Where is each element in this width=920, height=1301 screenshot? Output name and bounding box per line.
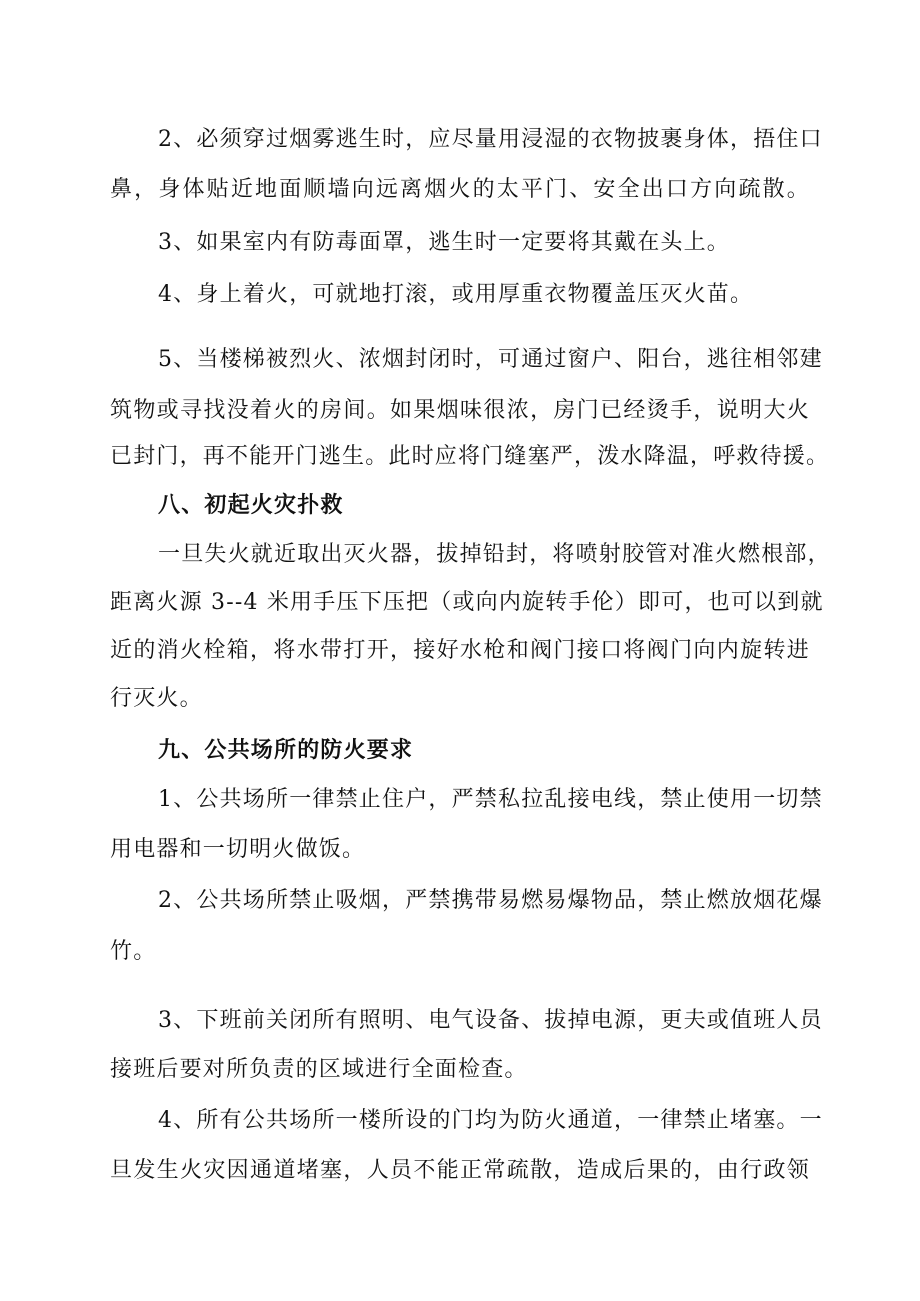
paragraph-line: 用电器和一切明火做饭。 xyxy=(110,837,366,862)
paragraph-line: 3、下班前关闭所有照明、电气设备、拔掉电源，更夫或值班人员 xyxy=(158,1008,823,1033)
paragraph-line: 行灭火。 xyxy=(110,686,203,711)
paragraph-line: 3、如果室内有防毒面罩，逃生时一定要将其戴在头上。 xyxy=(158,230,730,255)
paragraph-line: 近的消火栓箱，将水带打开，接好水枪和阀门接口将阀门向内旋转进 xyxy=(110,638,810,663)
section-heading: 八、初起火灾扑救 xyxy=(158,492,344,518)
paragraph-line: 距离火源 3--4 米用手压下压把（或向内旋转手伦）即可，也可以到就 xyxy=(110,590,824,615)
paragraph-line: 4、身上着火，可就地打滚，或用厚重衣物覆盖压灭火苗。 xyxy=(158,282,754,307)
section-heading: 九、公共场所的防火要求 xyxy=(158,737,414,763)
paragraph-line: 2、公共场所禁止吸烟，严禁携带易燃易爆物品，禁止燃放烟花爆 xyxy=(158,888,823,913)
paragraph-line: 4、所有公共场所一楼所设的门均为防火通道，一律禁止堵塞。一 xyxy=(158,1108,823,1133)
paragraph-line: 5、当楼梯被烈火、浓烟封闭时，可通过窗户、阳台，逃往相邻建 xyxy=(158,347,823,372)
paragraph-line: 一旦失火就近取出灭火器，拔掉铅封，将喷射胶管对准火燃根部， xyxy=(158,542,831,567)
paragraph-line: 鼻，身体贴近地面顺墙向远离烟火的太平门、安全出口方向疏散。 xyxy=(110,177,810,202)
paragraph-line: 旦发生火灾因通道堵塞，人员不能正常疏散，造成后果的，由行政领 xyxy=(110,1158,810,1183)
paragraph-line: 筑物或寻找没着火的房间。如果烟味很浓，房门已经烫手，说明大火 xyxy=(110,398,810,423)
paragraph-line: 2、必须穿过烟雾逃生时，应尽量用浸湿的衣物披裹身体，捂住口 xyxy=(158,127,823,152)
paragraph-line: 接班后要对所负责的区域进行全面检查。 xyxy=(110,1057,528,1082)
paragraph-line: 1、公共场所一律禁止住户，严禁私拉乱接电线，禁止使用一切禁 xyxy=(158,787,823,812)
paragraph-line: 已封门，再不能开门逃生。此时应将门缝塞严，泼水降温，呼救待援。 xyxy=(110,444,830,469)
paragraph-line: 竹。 xyxy=(110,939,157,964)
